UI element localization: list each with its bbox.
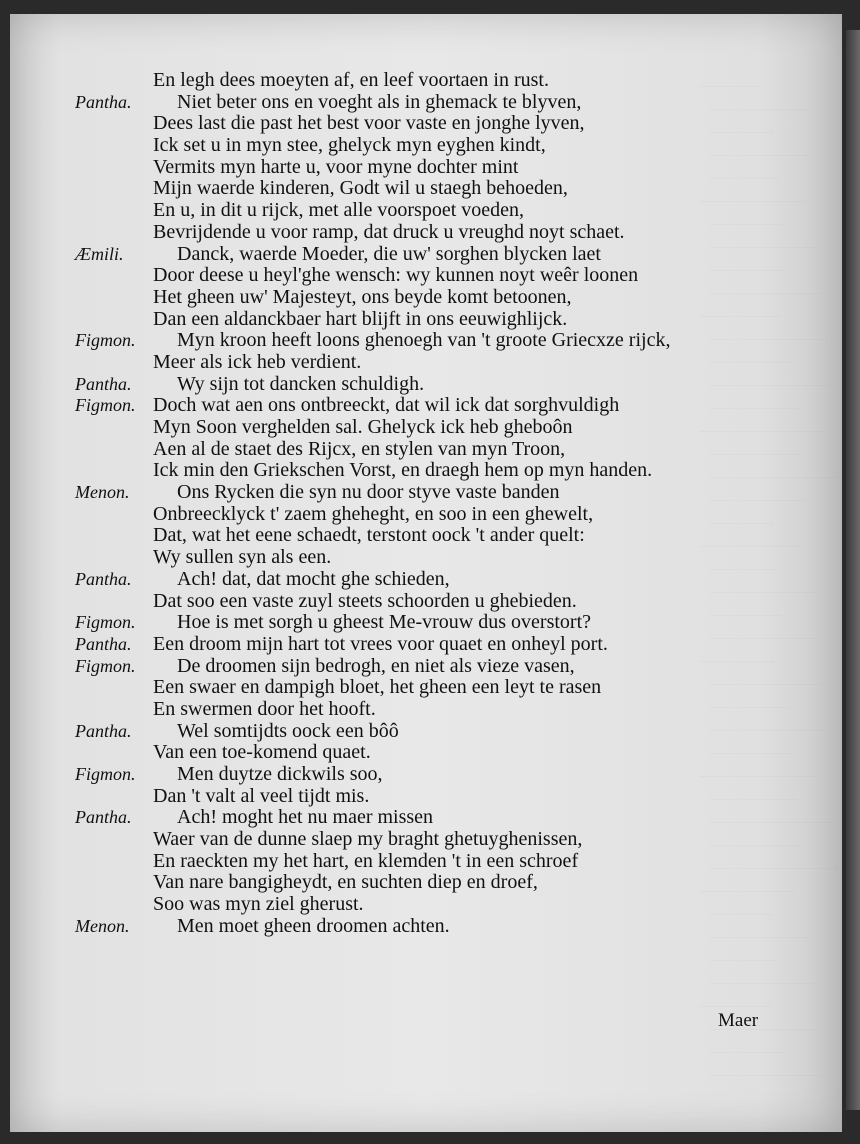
verse-line [10,113,842,135]
verse-line [10,352,842,374]
speaker-name: Figmon. [75,764,136,784]
verse-line [10,70,842,92]
verse-text: En raeckten my het hart, en klemden 't in een schroef [153,849,579,872]
verse-text: Hoe is met sorgh u gheest Me-vrouw dus overstort? [177,611,592,634]
verse-line [10,634,842,656]
verse-text: Dat soo een vaste zuyl steets schoorden u ghebieden. [153,589,577,612]
verse-line [10,591,842,613]
verse-line [10,92,842,114]
speaker-name: Figmon. [75,655,136,676]
verse-line [10,786,842,808]
verse-line [10,287,842,309]
verse-text: Niet beter ons en voeght als in ghemack te blyven, [177,90,582,113]
verse-line [10,525,842,547]
speaker-name: Figmon. [75,395,136,416]
verse-text: Door deese u heyl'ghe wensch: wy kunnen noyt weêr loonen [153,264,639,287]
verse-line [10,460,842,482]
speaker-name: Pantha. [75,373,132,394]
verse-line [10,916,842,938]
verse-text: Wel somtijdts oock een bôô [177,719,399,742]
verse-line [10,656,842,678]
verse-line [10,374,842,396]
verse-line [10,764,842,786]
verse-line [10,244,842,266]
verse-line [10,135,842,157]
verse-line [10,309,842,331]
verse-text: Doch wat aen ons ontbreeckt, dat wil ick dat sorghvuldigh [153,394,620,417]
verse-line [10,439,842,461]
verse-text: En swermen door het hooft. [153,697,376,720]
verse-text: Wy sijn tot dancken schuldigh. [177,372,425,395]
verse-text: Myn kroon heeft loons ghenoegh van 't groote Griecxze rijck, [177,329,671,352]
verse-text: Ach! dat, dat mocht ghe schieden, [177,567,450,590]
verse-line [10,612,842,634]
verse-line [10,504,842,526]
verse-text: Van nare bangigheydt, en suchten diep en droef, [153,871,538,894]
verse-line [10,569,842,591]
show-through-stroke [700,984,770,1007]
verse-text: Men moet gheen droomen achten. [177,914,450,937]
verse-line [10,699,842,721]
speaker-name: Pantha. [75,568,132,589]
show-through-stroke [710,938,776,961]
verse-text: Myn Soon verghelden sal. Ghelyck ick heb gheboôn [153,416,573,438]
verse-line [10,677,842,699]
verse-text: Aen al de staet des Rijcx, en stylen van myn Troon, [153,437,566,460]
verse-line [10,178,842,200]
speaker-name: Menon. [75,915,130,936]
verse-text: Wy sullen syn als een. [153,546,332,569]
verse-line [10,265,842,287]
speaker-name: Figmon. [75,330,136,351]
verse-line [10,417,842,439]
book-page [10,14,842,1132]
verse-line [10,157,842,179]
speaker-name: Æmili. [75,243,124,264]
verse-line [10,395,842,417]
verse-text: Het gheen uw' Majesteyt, ons beyde komt betoonen, [153,285,572,308]
show-through-stroke [710,1053,821,1076]
verse-text: Een swaer en dampigh bloet, het gheen een leyt te rasen [153,676,602,699]
verse-text: Soo was myn ziel gherust. [153,893,364,916]
verse-text: Een droom mijn hart tot vrees voor quaet en onheyl port. [153,632,608,655]
verse-text: Onbreecklyck t' zaem gheheght, en soo in een ghewelt, [153,502,594,525]
verse-text: Dan 't valt al veel tijdt mis. [153,784,370,807]
show-through-stroke [710,1030,784,1053]
verse-text: Vermits myn harte u, voor myne dochter mint [153,155,519,178]
verse-line [10,807,842,829]
verse-text: De droomen sijn bedrogh, en niet als vieze vasen, [177,654,575,677]
verse-text: En u, in dit u rijck, met alle voorspoet voeden, [153,199,525,222]
verse-line [10,222,842,244]
verse-line [10,330,842,352]
play-text-block [10,70,842,938]
verse-text: Dat, wat het eene schaedt, terstont oock 't ander quelt: [153,524,585,547]
verse-text: Ons Rycken die syn nu door styve vaste banden [177,481,560,504]
verse-text: Bevrijdende u voor ramp, dat druck u vreughd noyt schaet. [153,220,625,243]
verse-text: Men duytze dickwils soo, [177,763,383,785]
speaker-name: Menon. [75,482,130,503]
speaker-name: Pantha. [75,633,132,654]
speaker-name: Pantha. [75,91,132,112]
verse-text: En legh dees moeyten af, en leef voortaen in rust. [153,69,549,91]
verse-line [10,829,842,851]
verse-text: Meer als ick heb verdient. [153,350,362,373]
verse-text: Mijn waerde kinderen, Godt wil u staegh behoeden, [153,177,568,200]
next-page-edge [846,30,860,1110]
speaker-name: Figmon. [75,612,136,633]
verse-line [10,894,842,916]
verse-text: Dan een aldanckbaer hart blijft in ons eeuwighlijck. [153,307,568,330]
verse-line [10,872,842,894]
verse-text: Danck, waerde Moeder, die uw' sorghen blycken laet [177,242,601,265]
verse-line [10,200,842,222]
verse-text: Ick min den Griekschen Vorst, en draegh hem op myn handen. [153,459,653,482]
verse-line [10,482,842,504]
verse-text: Dees last die past het best voor vaste en jonghe lyven, [153,112,585,135]
verse-line [10,742,842,764]
verse-line [10,721,842,743]
verse-line [10,851,842,873]
catchword: Maer [718,1010,759,1031]
verse-text: Ick set u in myn stee, ghelyck myn eyghen kindt, [153,134,546,157]
verse-text: Van een toe-komend quaet. [153,741,371,764]
verse-line [10,547,842,569]
verse-text: Ach! moght het nu maer missen [177,806,434,829]
show-through-stroke [710,961,813,984]
speaker-name: Pantha. [75,720,132,741]
verse-text: Waer van de dunne slaep my braght ghetuyghenissen, [153,828,583,851]
speaker-name: Pantha. [75,807,132,828]
